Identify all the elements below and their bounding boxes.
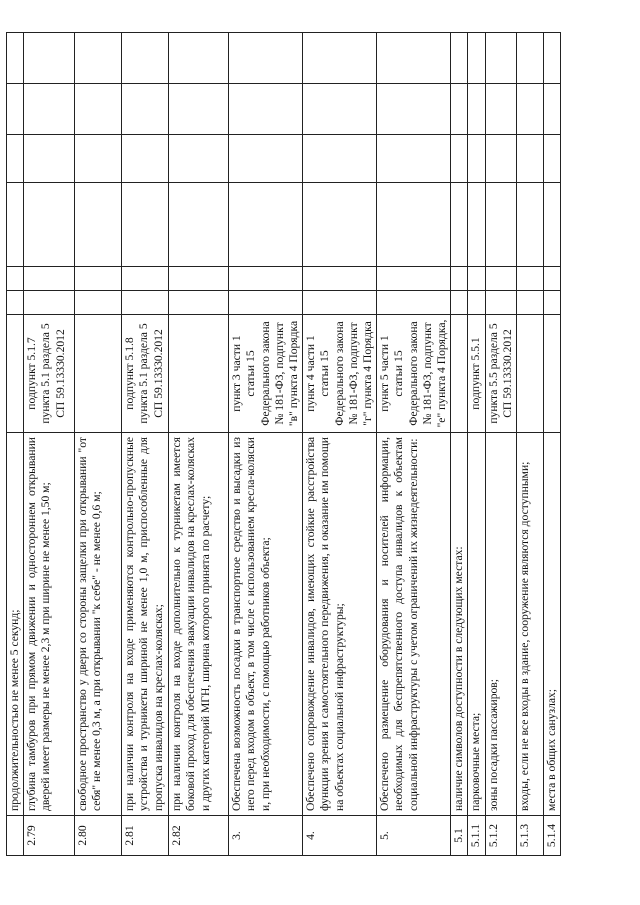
empty-cell <box>24 267 75 291</box>
empty-cell <box>169 183 229 267</box>
empty-cell <box>229 291 303 315</box>
empty-cell <box>485 291 516 315</box>
requirement-text: парковочные места; <box>468 433 485 816</box>
empty-cell <box>544 291 561 315</box>
row-number: 5.1.2 <box>485 816 516 856</box>
empty-cell <box>75 291 122 315</box>
empty-cell <box>468 84 485 135</box>
requirement-text: Обеспечено сопровождение инвалидов, имеющих стойкие расстройства функции зрения и самостоятельного передвижения, и оказание им помощи на объектах социальной инфраструктуры; <box>303 433 377 816</box>
empty-cell <box>377 291 451 315</box>
empty-cell <box>468 33 485 84</box>
empty-cell <box>303 84 377 135</box>
normative-reference <box>75 315 122 433</box>
row-number: 2.81 <box>122 816 169 856</box>
row-number: 3. <box>229 816 303 856</box>
table-row <box>544 33 561 856</box>
empty-cell <box>122 267 169 291</box>
empty-cell <box>169 33 229 84</box>
requirement-text: наличие символов доступности в следующих местах: <box>451 433 468 816</box>
empty-cell <box>544 135 561 183</box>
empty-cell <box>517 33 544 84</box>
empty-cell <box>169 291 229 315</box>
normative-reference: подпункт 5.5.1 <box>468 315 485 433</box>
empty-cell <box>7 84 24 135</box>
row-number <box>7 816 24 856</box>
empty-cell <box>24 33 75 84</box>
normative-reference <box>517 315 544 433</box>
empty-cell <box>229 267 303 291</box>
normative-reference: пункт 3 части 1 статьи 15 Федерального закона № 181-ФЗ, подпункт "в" пункта 4 Порядка <box>229 315 303 433</box>
requirement-text: зоны посадки пассажиров; <box>485 433 516 816</box>
rotated-page <box>0 20 640 885</box>
row-number: 5. <box>377 816 451 856</box>
table-row <box>169 33 229 856</box>
empty-cell <box>122 183 169 267</box>
requirement-text: глубина тамбуров при прямом движении и одностороннем открывании дверей имеет размеры не менее 2,3 м при ширине не менее 1,50 м; <box>24 433 75 816</box>
empty-cell <box>544 33 561 84</box>
empty-cell <box>485 135 516 183</box>
table-row <box>122 33 169 856</box>
empty-cell <box>24 135 75 183</box>
table-row <box>303 33 377 856</box>
row-number: 5.1.4 <box>544 816 561 856</box>
table-row <box>485 33 516 856</box>
empty-cell <box>468 291 485 315</box>
empty-cell <box>75 135 122 183</box>
table-row <box>229 33 303 856</box>
row-number: 5.1.1 <box>468 816 485 856</box>
requirement-text: продолжительностью не менее 5 секунд; <box>7 433 24 816</box>
empty-cell <box>303 291 377 315</box>
empty-cell <box>229 33 303 84</box>
row-number: 4. <box>303 816 377 856</box>
empty-cell <box>451 291 468 315</box>
row-number: 2.82 <box>169 816 229 856</box>
normative-reference: пункт 4 части 1 статьи 15 Федерального закона № 181-ФЗ, подпункт "г" пункта 4 Порядка <box>303 315 377 433</box>
requirement-text: свободное пространство у двери со стороны защелки при открывании "от себя" не менее 0,3 м, а при открывании "к себе" - не менее 0,6 м; <box>75 433 122 816</box>
empty-cell <box>517 291 544 315</box>
empty-cell <box>451 84 468 135</box>
page-number <box>0 20 2 885</box>
table-row <box>75 33 122 856</box>
requirement-text: при наличии контроля на входе дополнительно к турникетам имеется боковой проход для обеспечения эвакуации инвалидов на креслах-колясках и других категорий МГН, ширина которого принята по расчету; <box>169 433 229 816</box>
empty-cell <box>122 135 169 183</box>
empty-cell <box>451 267 468 291</box>
empty-cell <box>75 33 122 84</box>
empty-cell <box>75 267 122 291</box>
empty-cell <box>451 183 468 267</box>
empty-cell <box>377 33 451 84</box>
table-row <box>451 33 468 856</box>
requirement-text: Обеспечено размещение оборудования и носителей информации, необходимых для беспрепятственного доступа инвалидов к объектам социальной инфраструктуры с учетом ограничений их жизнедеятельности: <box>377 433 451 816</box>
empty-cell <box>229 183 303 267</box>
normative-reference <box>169 315 229 433</box>
table-row <box>377 33 451 856</box>
empty-cell <box>451 33 468 84</box>
empty-cell <box>517 84 544 135</box>
empty-cell <box>377 84 451 135</box>
empty-cell <box>75 183 122 267</box>
normative-reference: пункта 5.5 раздела 5 СП 59.13330.2012 <box>485 315 516 433</box>
empty-cell <box>544 84 561 135</box>
requirement-text: места в общих санузлах; <box>544 433 561 816</box>
empty-cell <box>75 84 122 135</box>
table-row <box>468 33 485 856</box>
empty-cell <box>303 183 377 267</box>
empty-cell <box>517 135 544 183</box>
normative-reference <box>451 315 468 433</box>
empty-cell <box>7 291 24 315</box>
requirement-text: Обеспечена возможность посадки в транспортное средство и высадки из него перед входом в объект, в том числе с использованием кресла-коляски и, при необходимости, с помощью работников объекта; <box>229 433 303 816</box>
row-number: 2.79 <box>24 816 75 856</box>
empty-cell <box>7 183 24 267</box>
table-row <box>517 33 544 856</box>
empty-cell <box>169 267 229 291</box>
empty-cell <box>169 135 229 183</box>
empty-cell <box>7 135 24 183</box>
empty-cell <box>517 267 544 291</box>
empty-cell <box>229 135 303 183</box>
empty-cell <box>303 267 377 291</box>
empty-cell <box>122 291 169 315</box>
empty-cell <box>169 84 229 135</box>
normative-reference: пункт 5 части 1 статьи 15 Федерального закона № 181-ФЗ, подпункт "е" пункта 4 Порядка, <box>377 315 451 433</box>
empty-cell <box>544 267 561 291</box>
row-number: 2.80 <box>75 816 122 856</box>
empty-cell <box>377 183 451 267</box>
empty-cell <box>485 33 516 84</box>
empty-cell <box>468 267 485 291</box>
table-row <box>24 33 75 856</box>
empty-cell <box>303 33 377 84</box>
requirements-table <box>6 32 561 856</box>
row-number: 5.1 <box>451 816 468 856</box>
empty-cell <box>229 84 303 135</box>
empty-cell <box>377 267 451 291</box>
empty-cell <box>7 267 24 291</box>
empty-cell <box>24 291 75 315</box>
empty-cell <box>451 135 468 183</box>
normative-reference <box>7 315 24 433</box>
empty-cell <box>468 183 485 267</box>
empty-cell <box>485 267 516 291</box>
row-number: 5.1.3 <box>517 816 544 856</box>
empty-cell <box>303 135 377 183</box>
table-row <box>7 33 24 856</box>
empty-cell <box>7 33 24 84</box>
empty-cell <box>485 84 516 135</box>
empty-cell <box>544 183 561 267</box>
empty-cell <box>517 183 544 267</box>
normative-reference <box>544 315 561 433</box>
empty-cell <box>468 135 485 183</box>
requirement-text: при наличии контроля на входе применяются контрольно-пропускные устройства и турникеты шириной не менее 1,0 м, приспособленные для пропуска инвалидов на креслах-колясках; <box>122 433 169 816</box>
empty-cell <box>485 183 516 267</box>
empty-cell <box>122 33 169 84</box>
normative-reference: подпункт 5.1.8 пункта 5.1 раздела 5 СП 59.13330.2012 <box>122 315 169 433</box>
requirement-text: входы, если не все входы в здание, сооружение являются доступными; <box>517 433 544 816</box>
normative-reference: подпункт 5.1.7 пункта 5.1 раздела 5 СП 59.13330.2012 <box>24 315 75 433</box>
empty-cell <box>377 135 451 183</box>
empty-cell <box>24 183 75 267</box>
empty-cell <box>24 84 75 135</box>
empty-cell <box>122 84 169 135</box>
